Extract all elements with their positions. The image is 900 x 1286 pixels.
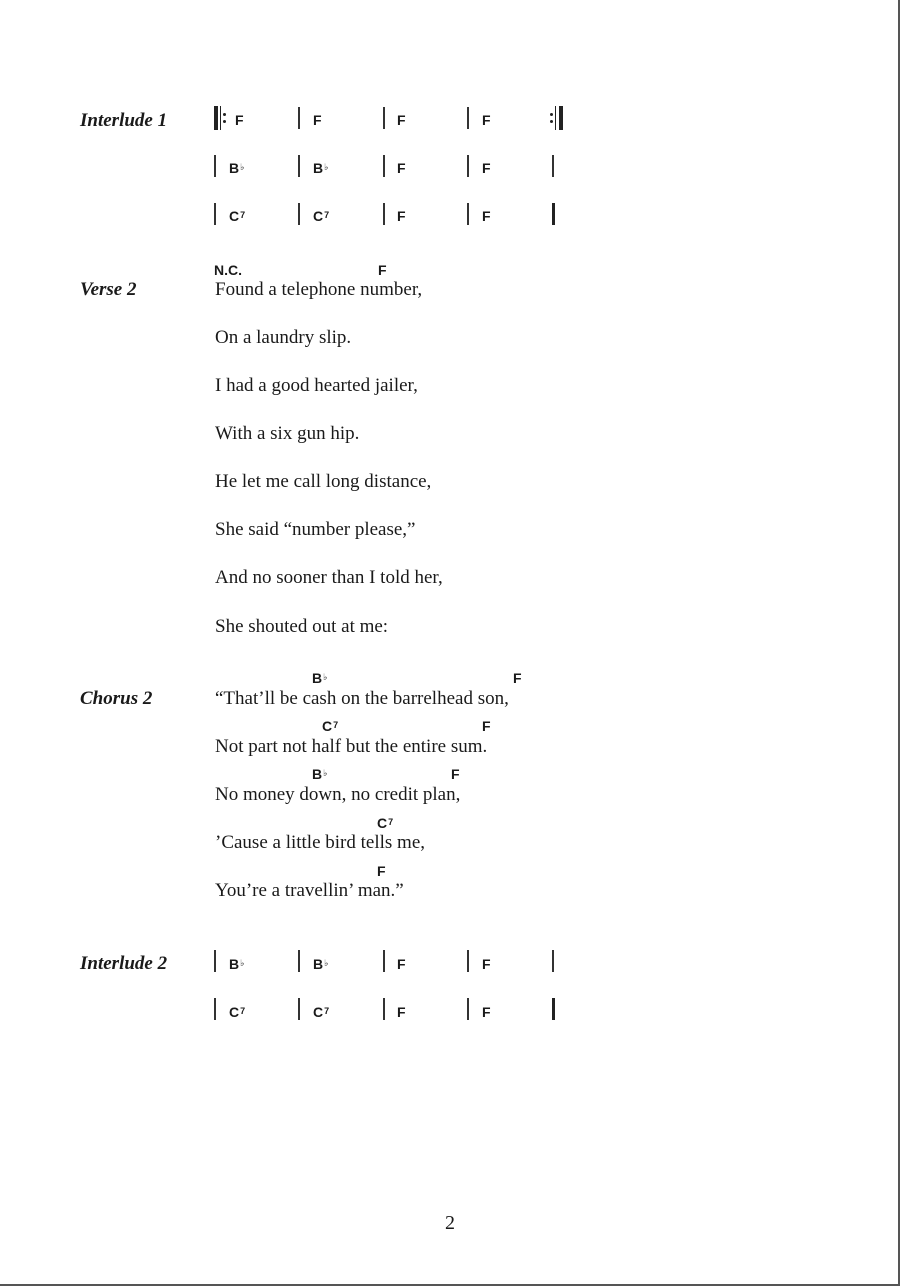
lyric-chord: F	[378, 262, 387, 278]
section-label-chorus-2: Chorus 2	[80, 688, 153, 709]
bar-chord: F	[397, 1004, 406, 1020]
barline	[383, 107, 385, 129]
lyric-line: He let me call long distance,	[215, 471, 432, 492]
barline	[552, 950, 554, 972]
barline	[298, 155, 300, 177]
bar-chord: $C^7$	[313, 1004, 330, 1020]
lyric-line: “That’ll be cash on the barrelhead son,	[215, 688, 509, 709]
bar-chord: F	[397, 956, 406, 972]
lyric-line: You’re a travellin’ man.”	[215, 880, 404, 901]
lyric-chord: F	[513, 670, 522, 686]
barline	[214, 203, 216, 225]
section-label-interlude-2: Interlude 2	[80, 953, 168, 974]
bar-chord: B♭	[229, 956, 245, 972]
lyric-chord: F	[451, 766, 460, 782]
barline	[298, 950, 300, 972]
barline	[298, 203, 300, 225]
lyric-chord: F	[482, 718, 491, 734]
bar-chord: F	[397, 160, 406, 176]
lyric-line: With a six gun hip.	[215, 423, 360, 444]
lyric-line: And no sooner than I told her,	[215, 567, 443, 588]
barline	[214, 998, 216, 1020]
bar-chord: $C^7$	[229, 1004, 246, 1020]
bar-chord: F	[482, 956, 491, 972]
barline	[467, 950, 469, 972]
lyric-chord: F	[377, 863, 386, 879]
barline	[467, 998, 469, 1020]
bar-chord: F	[482, 208, 491, 224]
lyric-line: ’Cause a little bird tells me,	[215, 832, 426, 853]
barline	[383, 998, 385, 1020]
barline	[214, 950, 216, 972]
barline	[298, 998, 300, 1020]
barline	[214, 155, 216, 177]
lyric-line: I had a good hearted jailer,	[215, 375, 418, 396]
barline	[552, 155, 554, 177]
bar-chord: F	[235, 112, 244, 128]
section-label-verse-2: Verse 2	[80, 279, 137, 300]
bar-chord: F	[313, 112, 322, 128]
bar-chord: B♭	[313, 160, 329, 176]
lyric-line: Not part not half but the entire sum.	[215, 736, 488, 757]
bar-chord: F	[397, 208, 406, 224]
bar-chord: F	[482, 112, 491, 128]
section-label-interlude-1: Interlude 1	[80, 110, 168, 131]
lyric-chord: $C^7$	[377, 815, 394, 831]
barline	[467, 107, 469, 129]
lyric-chord: B♭	[312, 766, 328, 782]
bar-chord: $C^7$	[313, 208, 330, 224]
bar-chord: B♭	[229, 160, 245, 176]
barline	[383, 950, 385, 972]
barline	[383, 203, 385, 225]
bar-chord: B♭	[313, 956, 329, 972]
lyric-chord: N.C.	[214, 262, 242, 278]
bar-chord: $C^7$	[229, 208, 246, 224]
lyric-line: She said “number please,”	[215, 519, 416, 540]
barline	[383, 155, 385, 177]
lyric-line: She shouted out at me:	[215, 616, 389, 637]
bar-chord: F	[397, 112, 406, 128]
barline	[467, 203, 469, 225]
barline	[552, 203, 555, 225]
barline	[467, 155, 469, 177]
lyric-chord: B♭	[312, 670, 328, 686]
lyric-line: On a laundry slip.	[215, 327, 352, 348]
bar-chord: F	[482, 160, 491, 176]
barline	[298, 107, 300, 129]
bar-chord: F	[482, 1004, 491, 1020]
lyric-chord: $C^7$	[322, 718, 339, 734]
page-number: 2	[445, 1212, 455, 1234]
lyric-line: Found a telephone number,	[215, 279, 423, 300]
barline	[552, 998, 555, 1020]
lyric-line: No money down, no credit plan,	[215, 784, 461, 805]
